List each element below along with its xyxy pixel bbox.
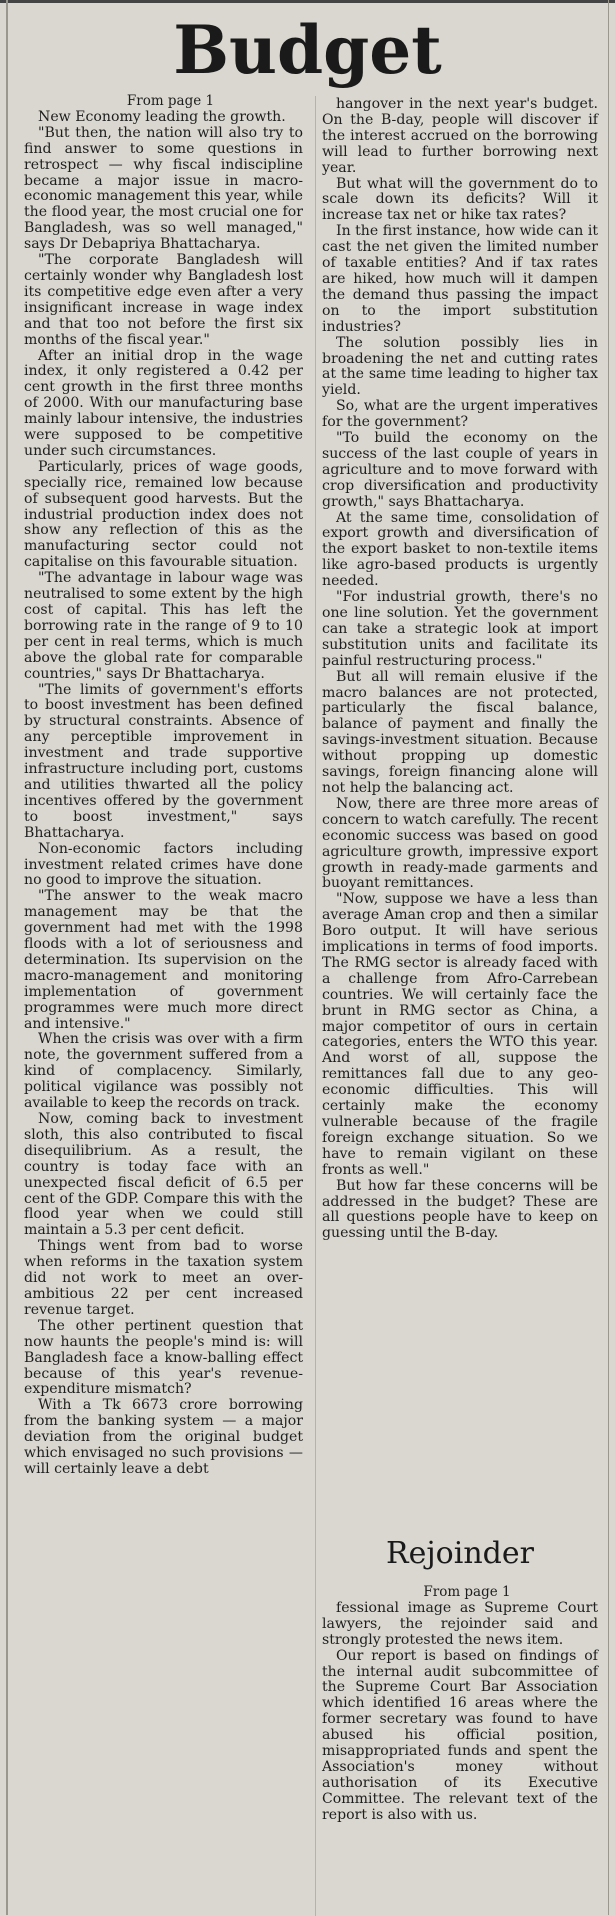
budget-left-paragraphs [24,110,303,1478]
article-paragraph: Now, there are three more areas of concern to watch carefully. The recent economic success was based on good agriculture growth, impressive export growth in ready-made garments and buoyant remittances. [322,795,598,892]
article-paragraph: The other pertinent question that now haunts the people's mind is: will Bangladesh face a know-balling effect because of this year's revenue-expenditure mismatch? [24,1317,303,1398]
top-rule [0,0,615,3]
budget-continuation-text: hangover in the next year's budget. On the B-day, people will discover if the interest accrued on the borrowing will lead to further borrowing next year. [322,96,598,176]
article-paragraph: But all will remain elusive if the macro balances are not protected, particularly the fiscal balance, balance of payment and finally the savings-investment situation. Because without propping up domestic savings, foreign financing alone will not help the balancing act. [322,668,598,796]
article-paragraph: But how far these concerns will be addressed in the budget? These are all questions people have to keep on guessing until the B-day. [322,1177,598,1242]
article-paragraph: "The advantage in labour wage was neutralised to some extent by the high cost of capital. This has left the borrowing rate in the range of 9 to 10 per cent in real terms, which is much above the global rate for comparable countries," says Dr Bhattacharya. [24,570,303,682]
article-paragraph: The solution possibly lies in broadening the net and cutting rates at the same time leading to higher tax yield. [322,334,598,399]
article-paragraph: New Economy leading the growth. [38,108,286,125]
rejoinder-jump-line: From page 1 [423,1584,511,1600]
article-paragraph: In the first instance, how wide can it cast the net given the limited number of taxable entities? And if tax rates are hiked, how much will it dampen the demand thus passing the impact on to the import substitution industries? [322,223,598,335]
article-paragraph: At the same time, consolidation of export growth and diversification of the export basket to non-textile items like agro-based products is urgently needed. [322,509,598,590]
article-paragraph: "The answer to the weak macro management may be that the government had met with the 1998 floods with a lot of seriousness and determination. Its supervision on the macro-management and monitoring implementation of government programmes were much more direct and intensive." [24,888,303,1032]
article-paragraph: "The corporate Bangladesh will certainly wonder why Bangladesh lost its competitive edge even after a very insignificant increase in wage index and that too not before the first six months of the fiscal year." [24,252,303,348]
budget-right-column [322,97,598,1242]
article-paragraph: "To build the economy on the success of the last couple of years in agriculture and to move forward with crop diversification and productivity growth," says Bhattacharya. [322,430,598,510]
budget-left-column [24,94,303,1478]
rejoinder-column [322,1585,598,1824]
article-paragraph: "The limits of government's efforts to boost investment has been defined by structural constraints. Absence of any perceptible improvement in investment and trade supportive infrastructure including port, customs and utilities thwarted all the policy incentives offered by the government to boost investment," says Bhattacharya. [24,681,303,841]
article-paragraph: "Now, suppose we have a less than average Aman crop and then a similar Boro output. It will have serious implications in terms of food imports. The RMG sector is already faced with a challenge from Afro-Carrebean countries. We will certainly face the brunt in RMG sector as China, a major competitor of ours in certain categories, enters the WTO this year. And worst of all, suppose the remittances fall due to any geo-economic difficulties. This will certainly make the economy vulnerable because of the fragile foreign exchange situation. So we have to remain vigilant on these fronts as well." [322,891,598,1178]
article-paragraph: Now, coming back to investment sloth, this also contributed to fiscal disequilibrium. As a result, the country is today face with an unexpected fiscal deficit of 6.5 per cent of the GDP. Compare this with the flood year when we could still maintain a 5.3 per cent deficit. [24,1111,303,1239]
budget-jump-line: From page 1 [126,93,215,109]
left-column-rule [6,0,8,1915]
article-paragraph: After an initial drop in the wage index, it only registered a 0.42 per cent growth in the first three months of 2000. With our manufacturing base mainly labour intensive, the industries were supposed to be competitive under such circumstances. [24,347,303,459]
article-paragraph: Non-economic factors including investment related crimes have done no good to improve the situation. [24,840,303,889]
article-paragraph: "But then, the nation will also try to find answer to some questions in retrospect — why fiscal indiscipline became a major issue in macro-economic management this year, while the flood year, the most crucial one for Bangladesh, was so well managed," says Dr Debapriya Bhattacharya. [24,124,303,253]
article-paragraph: Things went from bad to worse when reforms in the taxation system did not work to meet an over-ambitious 22 per cent increased revenue target. [24,1238,303,1318]
rejoinder-paragraphs [322,1649,598,1824]
article-paragraph: But what will the government do to scale down its deficits? Will it increase tax net or hike tax rates? [322,175,598,224]
article-paragraph: "For industrial growth, there's no one line solution. Yet the government can take a strategic look at import substitution units and facilitate its painful restructuring process." [322,589,598,669]
right-column-rule [608,0,609,1915]
article-paragraph: When the crisis was over with a firm note, the government suffered from a kind of complacency. Similarly, political vigilance was possibly not available to keep the records on track. [24,1031,303,1112]
budget-headline: Budget [173,11,442,89]
budget-right-paragraphs [322,177,598,1243]
column-divider [315,96,316,1916]
article-paragraph: Our report is based on findings of the internal audit subcommittee of the Supreme Court Bar Association which identified 16 areas where the former secretary was found to have abused his official position, misappropriated funds and spent the Association's money without authorisation of its Executive Committee. The relevant text of the report is also with us. [322,1647,598,1823]
article-paragraph: With a Tk 6673 crore borrowing from the banking system — a major deviation from the original budget which envisaged no such provisions — will certainly leave a debt [24,1397,303,1477]
rejoinder-continuation-text: fessional image as Supreme Court lawyers, the rejoinder said and strongly protested the news item. [322,1599,598,1648]
rejoinder-headline: Rejoinder [386,1536,534,1571]
article-paragraph: So, what are the urgent imperatives for the government? [322,398,598,431]
article-paragraph: Particularly, prices of wage goods, specially rice, remained low because of subsequent good harvests. But the industrial production index does not show any reflection of this as the manufacturing sector could not capitalise on this favourable situation. [24,458,303,571]
